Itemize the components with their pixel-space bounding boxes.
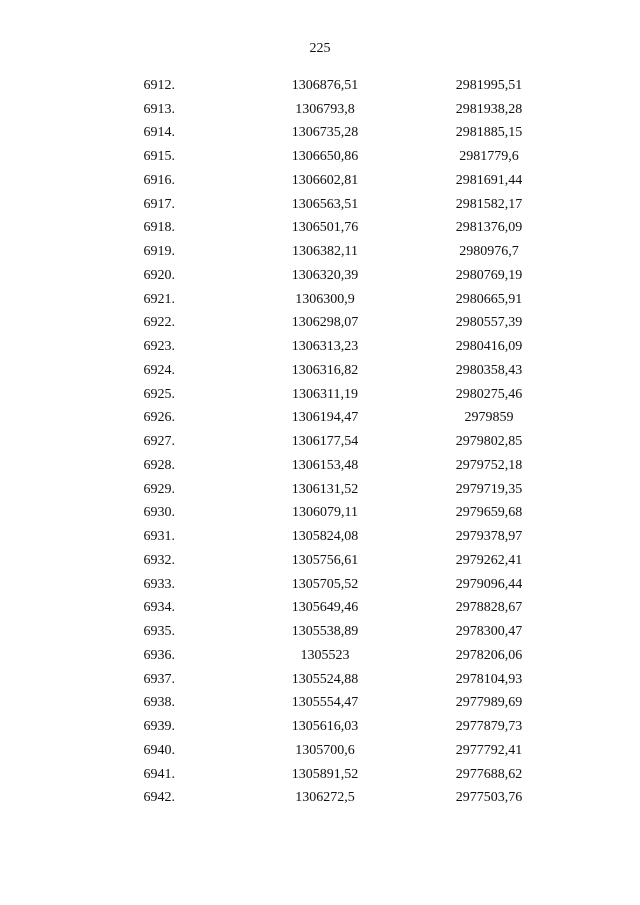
x-coordinate-cell: 1306311,19 (292, 386, 358, 402)
y-coordinate-cell: 2981885,15 (455, 125, 523, 141)
table-row (0, 620, 640, 644)
table-row (0, 288, 640, 312)
point-number-cell: 6928. (143, 457, 175, 473)
spacer-cell (540, 264, 640, 288)
y-coordinate-cell: 2977503,76 (455, 790, 523, 806)
point-number-cell: 6922. (143, 315, 175, 331)
point-number-cell: 6935. (143, 624, 175, 640)
table-row (0, 122, 640, 146)
spacer-cell (540, 288, 640, 312)
coordinates-table (0, 74, 640, 810)
y-coordinate-cell: 2977792,41 (455, 742, 523, 758)
point-number-cell: 6919. (143, 244, 175, 260)
spacer-cell (540, 407, 640, 431)
point-number-cell: 6934. (143, 600, 175, 616)
spacer-cell (540, 217, 640, 241)
point-number-cell: 6915. (143, 149, 175, 165)
point-number-cell: 6924. (143, 362, 175, 378)
spacer-cell (540, 359, 640, 383)
table-row (0, 359, 640, 383)
y-coordinate-cell: 2979859 (464, 410, 514, 426)
y-coordinate-cell: 2979096,44 (455, 576, 523, 592)
coordinates-table-body (0, 74, 640, 810)
spacer-cell (540, 620, 640, 644)
point-number-cell: 6925. (143, 386, 175, 402)
x-coordinate-cell: 1305523 (300, 647, 350, 663)
spacer-cell (540, 240, 640, 264)
y-coordinate-cell: 2981376,09 (455, 220, 523, 236)
y-coordinate-cell: 2979719,35 (455, 481, 523, 497)
table-row (0, 240, 640, 264)
y-coordinate-cell: 2979378,97 (455, 529, 523, 545)
x-coordinate-cell: 1306382,11 (292, 244, 358, 260)
y-coordinate-cell: 2981582,17 (455, 196, 523, 212)
point-number-cell: 6921. (143, 291, 175, 307)
table-row (0, 217, 640, 241)
spacer-cell (540, 193, 640, 217)
table-row (0, 715, 640, 739)
table-row (0, 193, 640, 217)
y-coordinate-cell: 2981938,28 (455, 101, 523, 117)
spacer-cell (540, 478, 640, 502)
y-coordinate-cell: 2979659,68 (455, 505, 523, 521)
y-coordinate-cell: 2977688,62 (455, 766, 523, 782)
point-number-cell: 6927. (143, 434, 175, 450)
table-row (0, 597, 640, 621)
y-coordinate-cell: 2980665,91 (455, 291, 523, 307)
spacer-cell (540, 668, 640, 692)
point-number-cell: 6932. (143, 552, 175, 568)
table-row (0, 312, 640, 336)
x-coordinate-cell: 1306153,48 (291, 457, 359, 473)
x-coordinate-cell: 1305649,46 (291, 600, 359, 616)
x-coordinate-cell: 1305705,52 (291, 576, 359, 592)
point-number-cell: 6937. (143, 671, 175, 687)
table-row (0, 169, 640, 193)
table-row (0, 383, 640, 407)
spacer-cell (540, 549, 640, 573)
y-coordinate-cell: 2978206,06 (455, 647, 523, 663)
table-row (0, 98, 640, 122)
point-number-cell: 6913. (143, 101, 175, 117)
spacer-cell (540, 98, 640, 122)
spacer-cell (540, 122, 640, 146)
spacer-cell (540, 454, 640, 478)
x-coordinate-cell: 1305891,52 (291, 766, 359, 782)
spacer-cell (540, 692, 640, 716)
x-coordinate-cell: 1305524,88 (291, 671, 359, 687)
spacer-cell (540, 312, 640, 336)
spacer-cell (540, 644, 640, 668)
table-row (0, 264, 640, 288)
x-coordinate-cell: 1306131,52 (291, 481, 359, 497)
spacer-cell (540, 573, 640, 597)
point-number-cell: 6917. (143, 196, 175, 212)
x-coordinate-cell: 1306177,54 (291, 434, 359, 450)
point-number-cell: 6916. (143, 172, 175, 188)
x-coordinate-cell: 1306793,8 (295, 101, 355, 117)
table-row (0, 407, 640, 431)
y-coordinate-cell: 2977989,69 (455, 695, 523, 711)
spacer-cell (540, 787, 640, 811)
y-coordinate-cell: 2980416,09 (455, 339, 523, 355)
y-coordinate-cell: 2977879,73 (455, 719, 523, 735)
x-coordinate-cell: 1306313,23 (291, 339, 359, 355)
x-coordinate-cell: 1306272,5 (295, 790, 355, 806)
point-number-cell: 6942. (143, 790, 175, 806)
y-coordinate-cell: 2978300,47 (455, 624, 523, 640)
spacer-cell (540, 715, 640, 739)
spacer-cell (540, 335, 640, 359)
table-row (0, 763, 640, 787)
point-number-cell: 6918. (143, 220, 175, 236)
point-number-cell: 6926. (143, 410, 175, 426)
x-coordinate-cell: 1306079,11 (292, 505, 358, 521)
table-row (0, 787, 640, 811)
point-number-cell: 6936. (143, 647, 175, 663)
spacer-cell (540, 525, 640, 549)
y-coordinate-cell: 2980557,39 (455, 315, 523, 331)
y-coordinate-cell: 2981995,51 (455, 77, 523, 93)
x-coordinate-cell: 1306602,81 (291, 172, 359, 188)
x-coordinate-cell: 1306300,9 (295, 291, 355, 307)
table-row (0, 145, 640, 169)
page-number: 225 (309, 41, 331, 56)
table-row (0, 478, 640, 502)
x-coordinate-cell: 1306650,86 (291, 149, 359, 165)
spacer-cell (540, 430, 640, 454)
point-number-cell: 6933. (143, 576, 175, 592)
x-coordinate-cell: 1305700,6 (295, 742, 355, 758)
spacer-cell (540, 763, 640, 787)
table-row (0, 573, 640, 597)
point-number-cell: 6931. (143, 529, 175, 545)
point-number-cell: 6930. (143, 505, 175, 521)
spacer-cell (540, 597, 640, 621)
point-number-cell: 6938. (143, 695, 175, 711)
point-number-cell: 6939. (143, 719, 175, 735)
point-number-cell: 6912. (143, 77, 175, 93)
spacer-cell (540, 145, 640, 169)
y-coordinate-cell: 2979262,41 (455, 552, 523, 568)
spacer-cell (540, 74, 640, 98)
y-coordinate-cell: 2978828,67 (455, 600, 523, 616)
table-row (0, 502, 640, 526)
point-number-cell: 6929. (143, 481, 175, 497)
y-coordinate-cell: 2981779,6 (459, 149, 519, 165)
x-coordinate-cell: 1305554,47 (291, 695, 359, 711)
x-coordinate-cell: 1306320,39 (291, 267, 359, 283)
x-coordinate-cell: 1305756,61 (291, 552, 359, 568)
y-coordinate-cell: 2980976,7 (459, 244, 519, 260)
table-row (0, 335, 640, 359)
y-coordinate-cell: 2980769,19 (455, 267, 523, 283)
point-number-cell: 6914. (143, 125, 175, 141)
spacer-cell (540, 739, 640, 763)
x-coordinate-cell: 1306876,51 (291, 77, 359, 93)
table-row (0, 739, 640, 763)
y-coordinate-cell: 2980358,43 (455, 362, 523, 378)
spacer-cell (540, 383, 640, 407)
x-coordinate-cell: 1306501,76 (291, 220, 359, 236)
point-number-cell: 6920. (143, 267, 175, 283)
x-coordinate-cell: 1306316,82 (291, 362, 359, 378)
point-number-cell: 6941. (143, 766, 175, 782)
table-row (0, 525, 640, 549)
x-coordinate-cell: 1306735,28 (291, 125, 359, 141)
spacer-cell (540, 169, 640, 193)
table-row (0, 668, 640, 692)
y-coordinate-cell: 2981691,44 (455, 172, 523, 188)
x-coordinate-cell: 1306194,47 (291, 410, 359, 426)
x-coordinate-cell: 1305616,03 (291, 719, 359, 735)
y-coordinate-cell: 2978104,93 (455, 671, 523, 687)
x-coordinate-cell: 1305538,89 (291, 624, 359, 640)
table-row (0, 549, 640, 573)
y-coordinate-cell: 2979802,85 (455, 434, 523, 450)
x-coordinate-cell: 1306298,07 (291, 315, 359, 331)
table-row (0, 430, 640, 454)
table-row (0, 454, 640, 478)
y-coordinate-cell: 2980275,46 (455, 386, 523, 402)
point-number-cell: 6940. (143, 742, 175, 758)
x-coordinate-cell: 1306563,51 (291, 196, 359, 212)
x-coordinate-cell: 1305824,08 (291, 529, 359, 545)
table-row (0, 644, 640, 668)
y-coordinate-cell: 2979752,18 (455, 457, 523, 473)
point-number-cell: 6923. (143, 339, 175, 355)
table-row (0, 692, 640, 716)
table-row (0, 74, 640, 98)
spacer-cell (540, 502, 640, 526)
